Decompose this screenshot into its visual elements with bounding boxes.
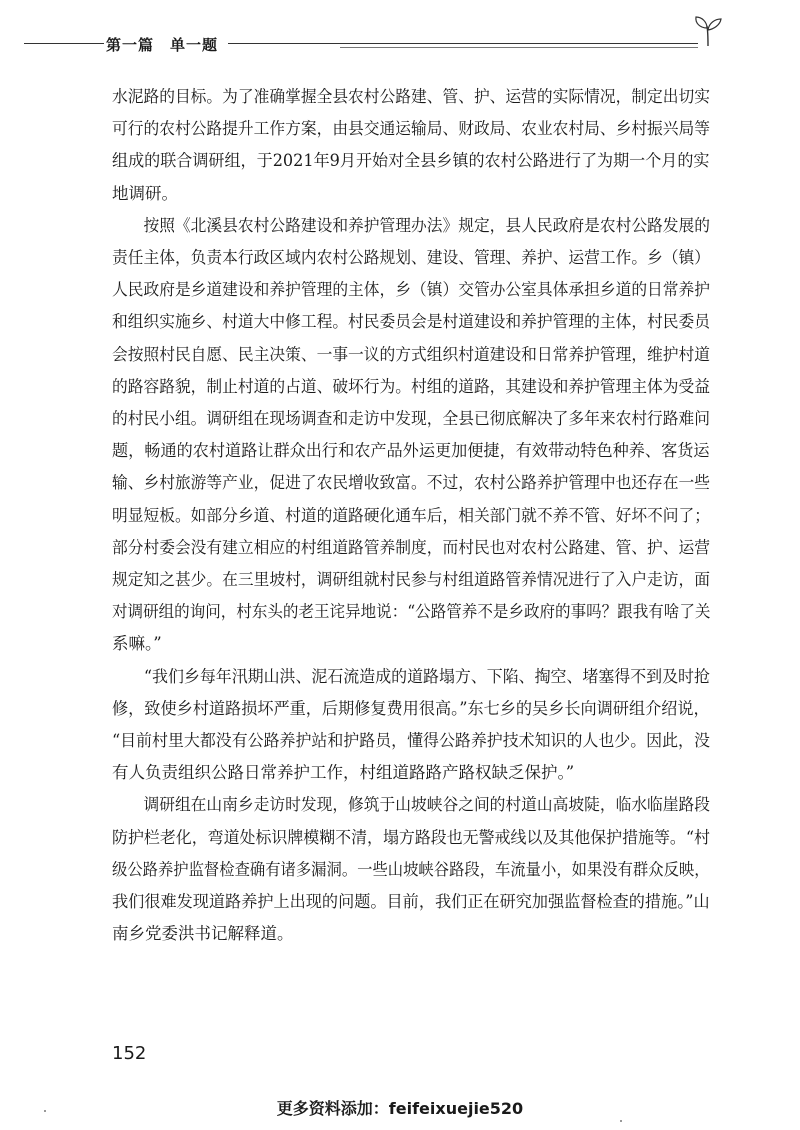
text-line: 明显短板。如部分乡道、村道的道路硬化通车后，相关部门就不养不管、好坏不问了； xyxy=(112,505,710,525)
section-title: 第一篇 单一题 xyxy=(106,36,219,54)
text-line: “我们乡每年汛期山洪、泥石流造成的道路塌方、下陷、掏空、堵塞得不到及时抢 xyxy=(112,666,710,686)
text-line: 调研组在山南乡走访时发现，修筑于山坡峡谷之间的村道山高坡陡，临水临崖路段 xyxy=(112,795,710,815)
text-line: 水泥路的目标。为了准确掌握全县农村公路建、管、护、运营的实际情况，制定出切实 xyxy=(112,87,710,106)
scan-speck xyxy=(620,1120,622,1122)
text-line: 我们很难发现道路养护上出现的问题。目前，我们正在研究加强监督检查的措施。”山 xyxy=(112,892,710,911)
sprout-icon xyxy=(690,14,726,48)
text-line: 级公路养护监督检查确有诸多漏洞。一些山坡峡谷路段，车流量小，如果没有群众反映， xyxy=(112,859,710,879)
scan-speck xyxy=(44,1110,46,1112)
text-line: 修，致使乡村道路损坏严重，后期修复费用很高。”东七乡的吴乡长向调研组介绍说， xyxy=(112,698,710,718)
text-line: 地调研。 xyxy=(112,183,178,203)
header-rule-right-thin xyxy=(340,47,698,48)
text-line: 责任主体，负责本行政区域内农村公路规划、建设、管理、养护、运营工作。乡（镇） xyxy=(112,248,710,267)
page-number: 152 xyxy=(112,1043,147,1064)
text-line: 的路容路貌，制止村道的占道、破坏行为。村组的道路，其建设和养护管理主体为受益 xyxy=(112,376,710,396)
text-line: 输、乡村旅游等产业，促进了农民增收致富。不过，农村公路养护管理中也还存在一些 xyxy=(112,473,710,493)
text-line: 和组织实施乡、村道大中修工程。村民委员会是村道建设和养护管理的主体，村民委员 xyxy=(112,312,710,332)
text-line: 规定知之甚少。在三里坡村，调研组就村民参与村组道路管养情况进行了入户走访，面 xyxy=(112,570,710,589)
text-line: 系嘛。” xyxy=(112,634,162,654)
text-line: 可行的农村公路提升工作方案，由县交通运输局、财政局、农业农村局、乡村振兴局等 xyxy=(112,119,710,139)
text-line: 南乡党委洪书记解释道。 xyxy=(112,924,294,944)
text-line: 的村民小组。调研组在现场调查和走访中发现，全县已彻底解决了多年来农村行路难问 xyxy=(112,409,710,428)
text-line: 会按照村民自愿、民主决策、一事一议的方式组织村道建设和日常养护管理，维护村道 xyxy=(112,344,710,364)
text-line: 人民政府是乡道建设和养护管理的主体，乡（镇）交管办公室具体承担乡道的日常养护 xyxy=(112,280,710,300)
text-line: 有人负责组织公路日常养护工作，村组道路路产路权缺乏保护。” xyxy=(112,763,575,783)
footer-note: 更多资料添加：feifeixuejie520 xyxy=(276,1099,524,1118)
text-line: 部分村委会没有建立相应的村组道路管养制度，而村民也对农村公路建、管、护、运营 xyxy=(112,537,710,557)
header-rule-right xyxy=(228,43,698,44)
text-line: 按照《北溪县农村公路建设和养护管理办法》规定，县人民政府是农村公路发展的 xyxy=(112,215,710,235)
text-line: 题，畅通的农村道路让群众出行和农产品外运更加便捷，有效带动特色种养、客货运 xyxy=(112,441,710,461)
text-line: 防护栏老化，弯道处标识牌模糊不清，塌方路段也无警戒线以及其他保护措施等。“村 xyxy=(112,827,710,847)
text-line: 组成的联合调研组，于2021年9月开始对全县乡镇的农村公路进行了为期一个月的实 xyxy=(112,151,710,171)
text-line: 对调研组的询问，村东头的老王诧异地说：“公路管养不是乡政府的事吗？跟我有啥了关 xyxy=(112,602,711,622)
header-rule-left xyxy=(24,43,104,44)
text-line: “目前村里大都没有公路养护站和护路员，懂得公路养护技术知识的人也少。因此，没 xyxy=(112,731,710,750)
